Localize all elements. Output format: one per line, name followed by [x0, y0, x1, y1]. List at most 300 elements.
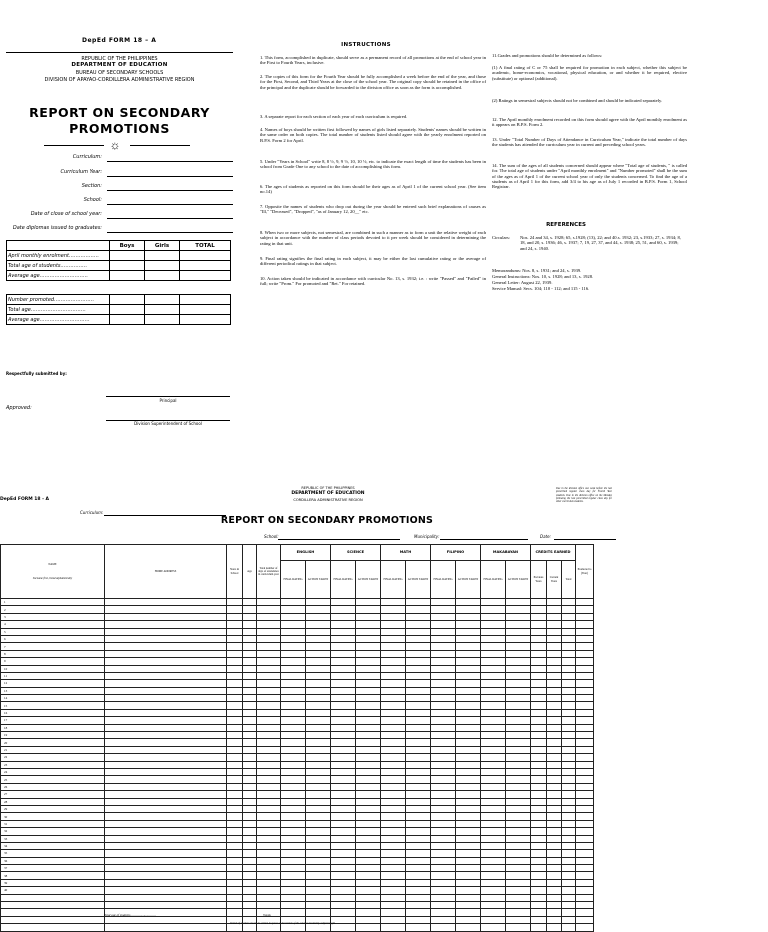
grid-cell[interactable] [406, 702, 431, 709]
cell-total[interactable] [180, 315, 231, 325]
grid-cell[interactable] [356, 665, 381, 672]
grid-cell[interactable] [281, 695, 306, 702]
grid-cell[interactable] [331, 650, 356, 657]
grid-cell[interactable] [431, 805, 456, 812]
grid-cell[interactable] [356, 695, 381, 702]
grid-cell[interactable] [406, 828, 431, 835]
grid-cell[interactable] [331, 783, 356, 790]
grid-cell[interactable] [506, 613, 531, 620]
grid-cell[interactable] [456, 621, 481, 628]
grid-cell[interactable] [281, 783, 306, 790]
grid-cell[interactable] [431, 621, 456, 628]
grid-cell[interactable] [381, 791, 406, 798]
grid-cell[interactable] [281, 709, 306, 716]
grid-cell[interactable] [562, 872, 576, 879]
grid-cell[interactable] [481, 695, 506, 702]
grid-cell[interactable] [306, 650, 331, 657]
grid-cell[interactable] [281, 702, 306, 709]
grid-cell[interactable] [506, 761, 531, 768]
grid-cell[interactable] [306, 909, 331, 916]
grid-cell[interactable] [227, 909, 243, 916]
grid-cell[interactable] [506, 621, 531, 628]
grid-cell[interactable] [257, 643, 281, 650]
grid-cell[interactable] [562, 909, 576, 916]
grid-cell[interactable] [481, 872, 506, 879]
name-cell[interactable] [1, 621, 105, 628]
grid-cell[interactable] [105, 828, 227, 835]
grid-cell[interactable] [243, 842, 257, 849]
grid-cell[interactable] [331, 820, 356, 827]
grid-cell[interactable] [431, 909, 456, 916]
grid-cell[interactable] [481, 798, 506, 805]
grid-cell[interactable] [306, 842, 331, 849]
grid-cell[interactable] [243, 835, 257, 842]
grid-cell[interactable] [356, 776, 381, 783]
grid-cell[interactable] [547, 643, 562, 650]
grid-cell[interactable] [105, 746, 227, 753]
grid-cell[interactable] [105, 879, 227, 886]
grid-cell[interactable] [431, 613, 456, 620]
grid-cell[interactable] [356, 835, 381, 842]
grid-cell[interactable] [281, 813, 306, 820]
grid-cell[interactable] [331, 746, 356, 753]
section-field[interactable] [107, 190, 233, 191]
grid-cell[interactable] [281, 894, 306, 901]
grid-cell[interactable] [547, 746, 562, 753]
grid-cell[interactable] [547, 894, 562, 901]
grid-cell[interactable] [381, 695, 406, 702]
grid-cell[interactable] [306, 746, 331, 753]
grid-cell[interactable] [562, 916, 576, 923]
form-school-field[interactable] [278, 539, 400, 540]
grid-cell[interactable] [531, 643, 547, 650]
grid-cell[interactable] [456, 650, 481, 657]
grid-cell[interactable] [431, 835, 456, 842]
grid-cell[interactable] [481, 665, 506, 672]
grid-cell[interactable] [562, 902, 576, 909]
grid-cell[interactable] [456, 805, 481, 812]
grid-cell[interactable] [562, 613, 576, 620]
grid-cell[interactable] [381, 687, 406, 694]
grid-cell[interactable] [431, 717, 456, 724]
name-cell[interactable] [1, 828, 105, 835]
grid-cell[interactable] [481, 687, 506, 694]
name-cell[interactable] [1, 872, 105, 879]
grid-cell[interactable] [243, 650, 257, 657]
name-cell[interactable] [1, 606, 105, 613]
grid-cell[interactable] [576, 746, 594, 753]
grid-cell[interactable] [547, 650, 562, 657]
grid-cell[interactable] [562, 658, 576, 665]
grid-cell[interactable] [431, 761, 456, 768]
grid-cell[interactable] [531, 865, 547, 872]
grid-cell[interactable] [281, 687, 306, 694]
grid-cell[interactable] [105, 658, 227, 665]
grid-cell[interactable] [227, 732, 243, 739]
grid-cell[interactable] [227, 717, 243, 724]
grid-cell[interactable] [227, 805, 243, 812]
name-cell[interactable] [1, 754, 105, 761]
grid-cell[interactable] [576, 842, 594, 849]
grid-cell[interactable] [531, 798, 547, 805]
grid-cell[interactable] [506, 850, 531, 857]
grid-cell[interactable] [481, 709, 506, 716]
grid-cell[interactable] [281, 613, 306, 620]
grid-cell[interactable] [576, 613, 594, 620]
grid-cell[interactable] [105, 857, 227, 864]
grid-cell[interactable] [562, 835, 576, 842]
grid-cell[interactable] [456, 732, 481, 739]
grid-cell[interactable] [431, 879, 456, 886]
name-cell[interactable] [1, 628, 105, 635]
grid-cell[interactable] [547, 658, 562, 665]
grid-cell[interactable] [506, 924, 531, 931]
grid-cell[interactable] [431, 658, 456, 665]
grid-cell[interactable] [531, 650, 547, 657]
name-cell[interactable] [1, 902, 105, 909]
grid-cell[interactable] [531, 717, 547, 724]
grid-cell[interactable] [243, 658, 257, 665]
name-cell[interactable] [1, 658, 105, 665]
name-cell[interactable] [1, 916, 105, 923]
grid-cell[interactable] [531, 924, 547, 931]
grid-cell[interactable] [406, 902, 431, 909]
grid-cell[interactable] [281, 739, 306, 746]
grid-cell[interactable] [547, 835, 562, 842]
grid-cell[interactable] [531, 709, 547, 716]
grid-cell[interactable] [381, 909, 406, 916]
grid-cell[interactable] [381, 643, 406, 650]
grid-cell[interactable] [547, 761, 562, 768]
grid-cell[interactable] [456, 687, 481, 694]
grid-cell[interactable] [506, 672, 531, 679]
grid-cell[interactable] [243, 635, 257, 642]
grid-cell[interactable] [381, 628, 406, 635]
grid-cell[interactable] [547, 702, 562, 709]
grid-cell[interactable] [506, 628, 531, 635]
grid-cell[interactable] [481, 702, 506, 709]
grid-cell[interactable] [381, 813, 406, 820]
grid-cell[interactable] [562, 761, 576, 768]
name-cell[interactable] [1, 894, 105, 901]
grid-cell[interactable] [547, 813, 562, 820]
grid-cell[interactable] [506, 650, 531, 657]
grid-cell[interactable] [576, 680, 594, 687]
grid-cell[interactable] [506, 709, 531, 716]
grid-cell[interactable] [331, 879, 356, 886]
grid-cell[interactable] [227, 687, 243, 694]
grid-cell[interactable] [547, 828, 562, 835]
grid-cell[interactable] [227, 865, 243, 872]
grid-cell[interactable] [306, 768, 331, 775]
grid-cell[interactable] [306, 791, 331, 798]
grid-cell[interactable] [547, 924, 562, 931]
grid-cell[interactable] [356, 872, 381, 879]
grid-cell[interactable] [381, 599, 406, 606]
name-cell[interactable] [1, 732, 105, 739]
grid-cell[interactable] [257, 887, 281, 894]
grid-cell[interactable] [406, 798, 431, 805]
grid-cell[interactable] [576, 732, 594, 739]
grid-cell[interactable] [562, 828, 576, 835]
grid-cell[interactable] [406, 768, 431, 775]
grid-cell[interactable] [456, 879, 481, 886]
grid-cell[interactable] [562, 732, 576, 739]
grid-cell[interactable] [481, 820, 506, 827]
grid-cell[interactable] [562, 724, 576, 731]
grid-cell[interactable] [576, 798, 594, 805]
name-cell[interactable] [1, 613, 105, 620]
grid-cell[interactable] [257, 628, 281, 635]
cell-boys[interactable] [110, 251, 145, 261]
grid-cell[interactable] [531, 828, 547, 835]
grid-cell[interactable] [481, 805, 506, 812]
grid-cell[interactable] [531, 628, 547, 635]
grid-cell[interactable] [105, 820, 227, 827]
grid-cell[interactable] [456, 798, 481, 805]
grid-cell[interactable] [531, 606, 547, 613]
grid-cell[interactable] [406, 887, 431, 894]
grid-cell[interactable] [506, 879, 531, 886]
grid-cell[interactable] [381, 783, 406, 790]
grid-cell[interactable] [105, 850, 227, 857]
grid-cell[interactable] [243, 894, 257, 901]
grid-cell[interactable] [257, 813, 281, 820]
grid-cell[interactable] [243, 739, 257, 746]
grid-cell[interactable] [576, 828, 594, 835]
grid-cell[interactable] [243, 754, 257, 761]
grid-cell[interactable] [456, 909, 481, 916]
grid-cell[interactable] [306, 850, 331, 857]
grid-cell[interactable] [227, 798, 243, 805]
grid-cell[interactable] [547, 621, 562, 628]
grid-cell[interactable] [281, 621, 306, 628]
grid-cell[interactable] [431, 902, 456, 909]
grid-cell[interactable] [431, 783, 456, 790]
grid-cell[interactable] [227, 887, 243, 894]
name-cell[interactable] [1, 835, 105, 842]
grid-cell[interactable] [381, 606, 406, 613]
grid-cell[interactable] [481, 621, 506, 628]
grid-cell[interactable] [227, 820, 243, 827]
grid-cell[interactable] [562, 813, 576, 820]
grid-cell[interactable] [105, 798, 227, 805]
curriculum-field[interactable] [107, 161, 233, 162]
grid-cell[interactable] [547, 865, 562, 872]
grid-cell[interactable] [356, 783, 381, 790]
grid-cell[interactable] [356, 894, 381, 901]
grid-cell[interactable] [562, 687, 576, 694]
grid-cell[interactable] [381, 672, 406, 679]
grid-cell[interactable] [243, 776, 257, 783]
grid-cell[interactable] [406, 850, 431, 857]
grid-cell[interactable] [481, 916, 506, 923]
grid-cell[interactable] [562, 776, 576, 783]
grid-cell[interactable] [431, 739, 456, 746]
grid-cell[interactable] [257, 776, 281, 783]
grid-cell[interactable] [243, 665, 257, 672]
grid-cell[interactable] [506, 695, 531, 702]
grid-cell[interactable] [227, 894, 243, 901]
grid-cell[interactable] [227, 902, 243, 909]
grid-cell[interactable] [531, 724, 547, 731]
grid-cell[interactable] [381, 850, 406, 857]
grid-cell[interactable] [481, 828, 506, 835]
cell-girls[interactable] [145, 271, 180, 281]
grid-cell[interactable] [356, 909, 381, 916]
grid-cell[interactable] [562, 768, 576, 775]
grid-cell[interactable] [281, 761, 306, 768]
grid-cell[interactable] [331, 813, 356, 820]
grid-cell[interactable] [306, 894, 331, 901]
grid-cell[interactable] [406, 695, 431, 702]
grid-cell[interactable] [481, 643, 506, 650]
grid-cell[interactable] [331, 805, 356, 812]
grid-cell[interactable] [576, 820, 594, 827]
grid-cell[interactable] [431, 709, 456, 716]
grid-cell[interactable] [406, 709, 431, 716]
grid-cell[interactable] [506, 820, 531, 827]
grid-cell[interactable] [531, 879, 547, 886]
grid-cell[interactable] [257, 872, 281, 879]
grid-cell[interactable] [356, 672, 381, 679]
grid-cell[interactable] [531, 813, 547, 820]
grid-cell[interactable] [481, 924, 506, 931]
grid-cell[interactable] [306, 680, 331, 687]
grid-cell[interactable] [406, 687, 431, 694]
grid-cell[interactable] [576, 665, 594, 672]
grid-cell[interactable] [547, 879, 562, 886]
name-cell[interactable] [1, 665, 105, 672]
cell-boys[interactable] [110, 271, 145, 281]
grid-cell[interactable] [481, 754, 506, 761]
grid-cell[interactable] [456, 776, 481, 783]
grid-cell[interactable] [331, 658, 356, 665]
grid-cell[interactable] [531, 909, 547, 916]
grid-cell[interactable] [356, 709, 381, 716]
cell-boys[interactable] [110, 305, 145, 315]
grid-cell[interactable] [306, 776, 331, 783]
grid-cell[interactable] [456, 606, 481, 613]
name-cell[interactable] [1, 813, 105, 820]
grid-cell[interactable] [431, 599, 456, 606]
grid-cell[interactable] [306, 872, 331, 879]
grid-cell[interactable] [243, 717, 257, 724]
grid-cell[interactable] [381, 820, 406, 827]
grid-cell[interactable] [547, 850, 562, 857]
grid-cell[interactable] [506, 872, 531, 879]
grid-cell[interactable] [306, 635, 331, 642]
grid-cell[interactable] [356, 739, 381, 746]
cell-girls[interactable] [145, 261, 180, 271]
grid-cell[interactable] [281, 805, 306, 812]
grid-cell[interactable] [281, 842, 306, 849]
grid-cell[interactable] [281, 643, 306, 650]
grid-cell[interactable] [356, 606, 381, 613]
grid-cell[interactable] [306, 902, 331, 909]
grid-cell[interactable] [243, 613, 257, 620]
grid-cell[interactable] [381, 865, 406, 872]
grid-cell[interactable] [562, 850, 576, 857]
name-cell[interactable] [1, 672, 105, 679]
name-cell[interactable] [1, 709, 105, 716]
grid-cell[interactable] [456, 754, 481, 761]
grid-cell[interactable] [356, 902, 381, 909]
grid-cell[interactable] [481, 739, 506, 746]
grid-cell[interactable] [431, 695, 456, 702]
grid-cell[interactable] [506, 857, 531, 864]
grid-cell[interactable] [227, 702, 243, 709]
grid-cell[interactable] [456, 887, 481, 894]
grid-cell[interactable] [381, 658, 406, 665]
grid-cell[interactable] [406, 635, 431, 642]
grid-cell[interactable] [227, 776, 243, 783]
grid-cell[interactable] [105, 894, 227, 901]
grid-cell[interactable] [381, 805, 406, 812]
name-cell[interactable] [1, 857, 105, 864]
grid-cell[interactable] [381, 857, 406, 864]
grid-cell[interactable] [257, 791, 281, 798]
grid-cell[interactable] [431, 887, 456, 894]
grid-cell[interactable] [105, 754, 227, 761]
name-cell[interactable] [1, 924, 105, 931]
grid-cell[interactable] [506, 865, 531, 872]
grid-cell[interactable] [281, 672, 306, 679]
grid-cell[interactable] [105, 902, 227, 909]
grid-cell[interactable] [227, 783, 243, 790]
grid-cell[interactable] [481, 842, 506, 849]
name-cell[interactable] [1, 761, 105, 768]
grid-cell[interactable] [506, 776, 531, 783]
grid-cell[interactable] [331, 776, 356, 783]
grid-cell[interactable] [281, 835, 306, 842]
grid-cell[interactable] [281, 820, 306, 827]
grid-cell[interactable] [531, 658, 547, 665]
grid-cell[interactable] [456, 643, 481, 650]
grid-cell[interactable] [547, 754, 562, 761]
grid-cell[interactable] [227, 658, 243, 665]
grid-cell[interactable] [406, 658, 431, 665]
grid-cell[interactable] [105, 842, 227, 849]
grid-cell[interactable] [257, 805, 281, 812]
grid-cell[interactable] [331, 628, 356, 635]
grid-cell[interactable] [281, 909, 306, 916]
grid-cell[interactable] [257, 724, 281, 731]
grid-cell[interactable] [257, 680, 281, 687]
grid-cell[interactable] [506, 835, 531, 842]
grid-cell[interactable] [356, 850, 381, 857]
grid-cell[interactable] [381, 650, 406, 657]
grid-cell[interactable] [562, 643, 576, 650]
grid-cell[interactable] [257, 879, 281, 886]
grid-cell[interactable] [257, 717, 281, 724]
grid-cell[interactable] [562, 791, 576, 798]
grid-cell[interactable] [456, 613, 481, 620]
grid-cell[interactable] [243, 687, 257, 694]
grid-cell[interactable] [257, 842, 281, 849]
grid-cell[interactable] [456, 680, 481, 687]
grid-cell[interactable] [243, 702, 257, 709]
grid-cell[interactable] [227, 709, 243, 716]
grid-cell[interactable] [576, 887, 594, 894]
grid-cell[interactable] [356, 687, 381, 694]
grid-cell[interactable] [576, 902, 594, 909]
grid-cell[interactable] [431, 680, 456, 687]
grid-cell[interactable] [562, 695, 576, 702]
name-cell[interactable] [1, 879, 105, 886]
grid-cell[interactable] [506, 687, 531, 694]
grid-cell[interactable] [243, 606, 257, 613]
